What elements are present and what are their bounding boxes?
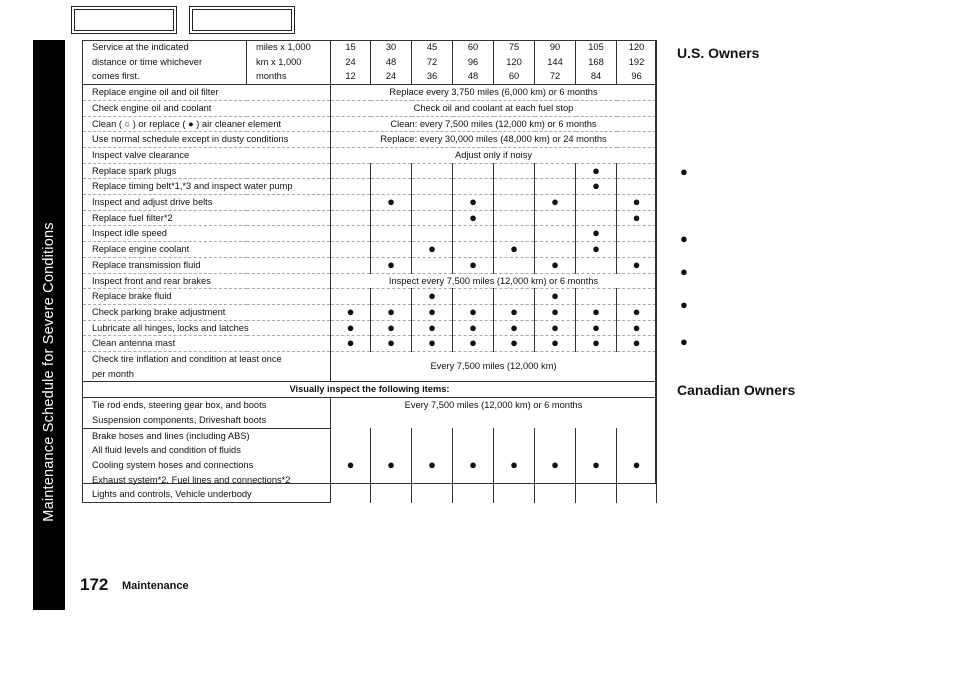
service-interval: Replace: every 30,000 miles (48,000 km) or 24 months bbox=[331, 132, 657, 148]
service-item: Clean ( ○ ) or replace ( ● ) air cleaner element bbox=[83, 116, 331, 132]
service-dot: ● bbox=[371, 195, 412, 211]
service-dot: ● bbox=[617, 195, 657, 211]
section-tab-2[interactable] bbox=[189, 6, 295, 34]
service-interval: Replace every 3,750 miles (6,000 km) or 6 months bbox=[331, 85, 657, 101]
empty-cell bbox=[331, 179, 371, 195]
bullet-4: ● bbox=[680, 297, 688, 312]
empty-cell bbox=[494, 179, 535, 195]
service-item: Replace brake fluid bbox=[83, 289, 331, 305]
service-dot: ● bbox=[494, 304, 535, 320]
bullet-3: ● bbox=[680, 264, 688, 279]
table-row bbox=[83, 289, 657, 305]
service-dot: ● bbox=[453, 210, 494, 226]
service-dot: ● bbox=[535, 195, 576, 211]
inspect-item: All fluid levels and condition of fluids bbox=[83, 443, 331, 458]
interval-value: 24 bbox=[371, 69, 412, 84]
service-dot: ● bbox=[617, 257, 657, 273]
service-dot: ● bbox=[535, 304, 576, 320]
service-dot: ● bbox=[576, 428, 617, 503]
empty-cell bbox=[535, 210, 576, 226]
interval-value: 48 bbox=[453, 69, 494, 84]
interval-value: 72 bbox=[535, 69, 576, 84]
empty-cell bbox=[371, 289, 412, 305]
empty-cell bbox=[494, 257, 535, 273]
service-dot: ● bbox=[371, 428, 412, 503]
empty-cell bbox=[412, 210, 453, 226]
service-dot: ● bbox=[412, 336, 453, 352]
empty-cell bbox=[617, 163, 657, 179]
empty-cell bbox=[576, 289, 617, 305]
table-row bbox=[83, 195, 657, 211]
interval-value: 24 bbox=[331, 55, 371, 70]
empty-cell bbox=[535, 163, 576, 179]
service-dot: ● bbox=[617, 304, 657, 320]
service-dot: ● bbox=[617, 336, 657, 352]
empty-cell bbox=[617, 242, 657, 258]
service-dot: ● bbox=[371, 304, 412, 320]
empty-cell bbox=[371, 179, 412, 195]
service-item: Inspect front and rear brakes bbox=[83, 273, 331, 289]
interval-value: 120 bbox=[494, 55, 535, 70]
empty-cell bbox=[412, 226, 453, 242]
empty-cell bbox=[617, 226, 657, 242]
service-dot: ● bbox=[576, 242, 617, 258]
table-row bbox=[83, 85, 657, 101]
table-row bbox=[83, 336, 657, 352]
service-item: Replace transmission fluid bbox=[83, 257, 331, 273]
empty-cell bbox=[535, 242, 576, 258]
table-row bbox=[83, 398, 657, 413]
inspect-item: Lights and controls, Vehicle underbody bbox=[83, 487, 331, 502]
interval-value: 48 bbox=[371, 55, 412, 70]
table-row bbox=[83, 257, 657, 273]
service-dot: ● bbox=[494, 320, 535, 336]
table-row bbox=[83, 116, 657, 132]
header-unit: km x 1,000 bbox=[247, 55, 331, 70]
empty-cell bbox=[331, 257, 371, 273]
empty-cell bbox=[331, 289, 371, 305]
page-number: 172 bbox=[80, 575, 109, 594]
service-dot: ● bbox=[453, 336, 494, 352]
empty-cell bbox=[576, 257, 617, 273]
empty-cell bbox=[453, 179, 494, 195]
empty-cell bbox=[412, 163, 453, 179]
table-row bbox=[83, 428, 657, 443]
service-item: Replace timing belt*1,*3 and inspect water pump bbox=[83, 179, 331, 195]
table-row bbox=[83, 55, 657, 70]
service-dot: ● bbox=[412, 320, 453, 336]
service-dot: ● bbox=[412, 428, 453, 503]
service-dot: ● bbox=[576, 163, 617, 179]
interval-value: 60 bbox=[453, 40, 494, 55]
table-row bbox=[83, 100, 657, 116]
service-item: Check tire inflation and condition at least once bbox=[83, 352, 331, 367]
service-item: Inspect idle speed bbox=[83, 226, 331, 242]
service-interval: Inspect every 7,500 miles (12,000 km) or 6 months bbox=[331, 273, 657, 289]
empty-cell bbox=[494, 195, 535, 211]
inspect-item: Exhaust system*2, Fuel lines and connections*2 bbox=[83, 473, 331, 488]
interval-value: 90 bbox=[535, 40, 576, 55]
header-label: distance or time whichever bbox=[83, 55, 247, 70]
service-dot: ● bbox=[371, 336, 412, 352]
interval-value: 96 bbox=[453, 55, 494, 70]
service-dot: ● bbox=[371, 320, 412, 336]
service-item: Use normal schedule except in dusty conditions bbox=[83, 132, 331, 148]
table-row bbox=[83, 69, 657, 84]
table-row bbox=[83, 179, 657, 195]
service-item: per month bbox=[83, 367, 331, 382]
service-item: Replace spark plugs bbox=[83, 163, 331, 179]
empty-cell bbox=[412, 179, 453, 195]
table-row bbox=[83, 163, 657, 179]
table-row bbox=[83, 242, 657, 258]
service-dot: ● bbox=[453, 195, 494, 211]
empty-cell bbox=[535, 179, 576, 195]
interval-value: 15 bbox=[331, 40, 371, 55]
empty-cell bbox=[453, 226, 494, 242]
service-interval: Every 7,500 miles (12,000 km) or 6 months bbox=[331, 398, 657, 428]
table-row bbox=[83, 304, 657, 320]
empty-cell bbox=[576, 210, 617, 226]
service-dot: ● bbox=[576, 320, 617, 336]
interval-value: 192 bbox=[617, 55, 657, 70]
empty-cell bbox=[371, 210, 412, 226]
empty-cell bbox=[453, 163, 494, 179]
empty-cell bbox=[331, 210, 371, 226]
service-dot: ● bbox=[453, 428, 494, 503]
service-dot: ● bbox=[535, 257, 576, 273]
sidebar-title: Maintenance Schedule for Severe Conditions bbox=[41, 222, 57, 522]
service-dot: ● bbox=[453, 257, 494, 273]
service-dot: ● bbox=[617, 428, 657, 503]
interval-value: 144 bbox=[535, 55, 576, 70]
interval-value: 36 bbox=[412, 69, 453, 84]
service-item: Replace engine coolant bbox=[83, 242, 331, 258]
empty-cell bbox=[494, 163, 535, 179]
interval-value: 105 bbox=[576, 40, 617, 55]
table-row bbox=[83, 210, 657, 226]
service-dot: ● bbox=[535, 428, 576, 503]
service-dot: ● bbox=[453, 304, 494, 320]
header-label: Service at the indicated bbox=[83, 40, 247, 55]
service-dot: ● bbox=[535, 289, 576, 305]
inspect-item: Suspension components, Driveshaft boots bbox=[83, 413, 331, 428]
empty-cell bbox=[331, 195, 371, 211]
bullet-1: ● bbox=[680, 164, 688, 179]
service-dot: ● bbox=[453, 320, 494, 336]
service-dot: ● bbox=[331, 320, 371, 336]
service-interval: Adjust only if noisy bbox=[331, 147, 657, 163]
page-section: Maintenance bbox=[122, 580, 189, 592]
table-row bbox=[83, 352, 657, 367]
service-dot: ● bbox=[494, 242, 535, 258]
service-dot: ● bbox=[494, 336, 535, 352]
empty-cell bbox=[617, 179, 657, 195]
service-item: Check parking brake adjustment bbox=[83, 304, 331, 320]
service-dot: ● bbox=[412, 304, 453, 320]
section-tab-1[interactable] bbox=[71, 6, 177, 34]
service-dot: ● bbox=[331, 304, 371, 320]
service-item: Replace fuel filter*2 bbox=[83, 210, 331, 226]
table-row bbox=[83, 382, 657, 398]
table-row bbox=[83, 132, 657, 148]
us-owners-heading: U.S. Owners bbox=[677, 45, 760, 61]
empty-cell bbox=[412, 195, 453, 211]
service-dot: ● bbox=[535, 320, 576, 336]
bullet-2: ● bbox=[680, 231, 688, 246]
service-dot: ● bbox=[331, 428, 371, 503]
empty-cell bbox=[617, 289, 657, 305]
empty-cell bbox=[453, 289, 494, 305]
empty-cell bbox=[331, 163, 371, 179]
empty-cell bbox=[371, 242, 412, 258]
interval-value: 96 bbox=[617, 69, 657, 84]
interval-value: 60 bbox=[494, 69, 535, 84]
interval-value: 168 bbox=[576, 55, 617, 70]
service-dot: ● bbox=[576, 336, 617, 352]
interval-value: 120 bbox=[617, 40, 657, 55]
bullet-5: ● bbox=[680, 334, 688, 349]
visual-inspect-header: Visually inspect the following items: bbox=[83, 382, 657, 398]
service-dot: ● bbox=[371, 257, 412, 273]
empty-cell bbox=[453, 242, 494, 258]
inspect-item: Tie rod ends, steering gear box, and boots bbox=[83, 398, 331, 413]
service-item: Clean antenna mast bbox=[83, 336, 331, 352]
empty-cell bbox=[494, 289, 535, 305]
sidebar-title-band bbox=[33, 40, 65, 610]
service-dot: ● bbox=[412, 289, 453, 305]
empty-cell bbox=[412, 257, 453, 273]
header-unit: miles x 1,000 bbox=[247, 40, 331, 55]
service-interval: Clean: every 7,500 miles (12,000 km) or 6 months bbox=[331, 116, 657, 132]
service-interval: Check oil and coolant at each fuel stop bbox=[331, 100, 657, 116]
service-dot: ● bbox=[412, 242, 453, 258]
empty-cell bbox=[494, 226, 535, 242]
maintenance-schedule-table bbox=[82, 40, 657, 503]
table-row bbox=[83, 226, 657, 242]
service-item: Lubricate all hinges, locks and latches bbox=[83, 320, 331, 336]
header-unit: months bbox=[247, 69, 331, 84]
interval-value: 12 bbox=[331, 69, 371, 84]
service-dot: ● bbox=[576, 226, 617, 242]
table-row bbox=[83, 273, 657, 289]
service-item: Check engine oil and coolant bbox=[83, 100, 331, 116]
interval-value: 75 bbox=[494, 40, 535, 55]
empty-cell bbox=[494, 210, 535, 226]
inspect-item: Brake hoses and lines (including ABS) bbox=[83, 428, 331, 443]
inspect-item: Cooling system hoses and connections bbox=[83, 458, 331, 473]
service-interval: Every 7,500 miles (12,000 km) bbox=[331, 352, 657, 382]
table-row bbox=[83, 147, 657, 163]
service-dot: ● bbox=[535, 336, 576, 352]
interval-value: 45 bbox=[412, 40, 453, 55]
header-label: comes first. bbox=[83, 69, 247, 84]
service-item: Replace engine oil and oil filter bbox=[83, 85, 331, 101]
service-item: Inspect valve clearance bbox=[83, 147, 331, 163]
empty-cell bbox=[371, 226, 412, 242]
service-dot: ● bbox=[576, 179, 617, 195]
table-row bbox=[83, 320, 657, 336]
service-dot: ● bbox=[331, 336, 371, 352]
empty-cell bbox=[331, 226, 371, 242]
interval-value: 84 bbox=[576, 69, 617, 84]
service-dot: ● bbox=[617, 320, 657, 336]
interval-value: 72 bbox=[412, 55, 453, 70]
service-dot: ● bbox=[576, 304, 617, 320]
service-dot: ● bbox=[617, 210, 657, 226]
empty-cell bbox=[576, 195, 617, 211]
interval-value: 30 bbox=[371, 40, 412, 55]
empty-cell bbox=[535, 226, 576, 242]
table-row bbox=[83, 40, 657, 55]
canadian-owners-heading: Canadian Owners bbox=[677, 382, 796, 398]
service-item: Inspect and adjust drive belts bbox=[83, 195, 331, 211]
empty-cell bbox=[331, 242, 371, 258]
service-dot: ● bbox=[494, 428, 535, 503]
empty-cell bbox=[371, 163, 412, 179]
